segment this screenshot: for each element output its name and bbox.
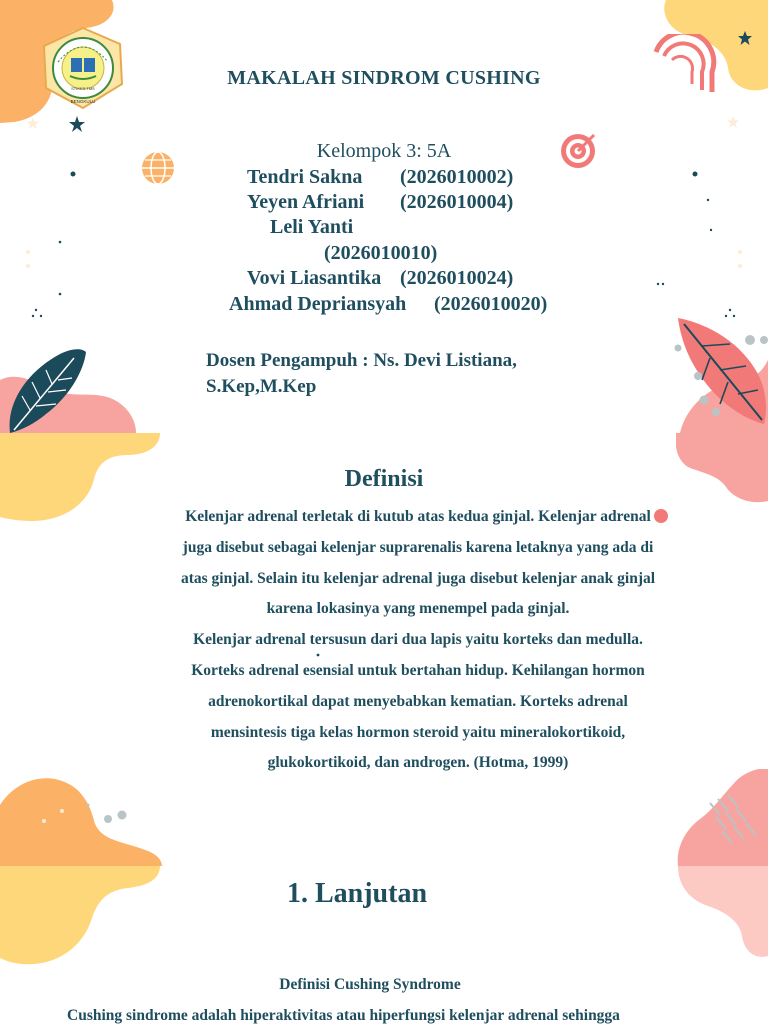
orange-blob-decoration <box>0 775 165 866</box>
member-nim: (2026010002) <box>400 166 514 188</box>
paragraph-line: adrenokortikal dapat menyebabkan kematian. Korteks adrenal <box>208 692 628 710</box>
lecturer-info <box>206 348 517 400</box>
leaf-decoration <box>640 310 768 433</box>
member-nim: (2026010010) <box>324 242 438 264</box>
paragraph-line: Kelenjar adrenal terletak di kutub atas kedua ginjal. Kelenjar adrenal <box>185 508 651 525</box>
section-title: Definisi <box>344 466 424 492</box>
paragraph-line: Korteks adrenal esensial untuk bertahan hidup. Kehilangan hormon <box>191 661 645 679</box>
star-icon <box>726 115 740 129</box>
paragraph-line: karena lokasinya yang menempel pada ginjal. <box>266 600 570 618</box>
paragraph-line: Kelenjar adrenal tersusun dari dua lapis yaitu korteks dan medulla. <box>193 631 643 649</box>
paragraph-line: glukokortikoid, dan androgen. (Hotma, 1999) <box>267 754 569 772</box>
subsection-title: Definisi Cushing Syndrome <box>279 976 461 993</box>
member-nim: (2026010024) <box>400 267 514 289</box>
lecturer-line: S.Kep,M.Kep <box>206 376 317 397</box>
star-icon <box>68 115 86 133</box>
pink-blob-decoration <box>676 769 768 866</box>
slide-definisi <box>0 433 768 866</box>
paragraph-line: juga disebut sebagai kelenjar suprarenalis karena letaknya yang ada di <box>182 538 654 556</box>
member-nim: (2026010004) <box>400 191 514 213</box>
paragraph-line: Cushing sindrome adalah hiperaktivitas atau hiperfungsi kelenjar adrenal sehingga <box>67 1007 620 1024</box>
member-name: Vovi Liasantika <box>247 267 382 289</box>
slide-lanjutan <box>0 866 768 1024</box>
star-icon <box>737 30 753 46</box>
dots-decoration <box>650 160 750 330</box>
group-label: Kelompok 3: 5A <box>316 140 452 162</box>
logo-city: BENGKULU <box>70 99 96 104</box>
member-name: Leli Yanti <box>270 216 354 238</box>
star-icon <box>26 116 40 130</box>
lecturer-line: Dosen Pengampuh : Ns. Devi Listiana, <box>206 350 517 371</box>
paragraph <box>150 502 686 779</box>
member-name: Yeyen Afriani <box>247 191 365 213</box>
dots-decoration <box>0 160 90 330</box>
member-name: Tendri Sakna <box>247 166 363 188</box>
document-title: MAKALAH SINDROM CUSHING <box>227 67 541 89</box>
slide-cover <box>0 0 768 433</box>
leaf-decoration <box>0 340 140 433</box>
member-name: Ahmad Depriansyah <box>229 293 407 315</box>
member-nim: (2026010020) <box>434 293 548 315</box>
section-title: 1. Lanjutan <box>286 878 428 909</box>
paragraph-line: atas ginjal. Selain itu kelenjar adrenal juga disebut kelenjar anak ginjal <box>180 569 656 587</box>
paragraph-line: mensintesis tiga kelas hormon steroid yaitu mineralokortikoid, <box>210 723 626 741</box>
logo-tag: STIKES TMS <box>71 86 95 91</box>
